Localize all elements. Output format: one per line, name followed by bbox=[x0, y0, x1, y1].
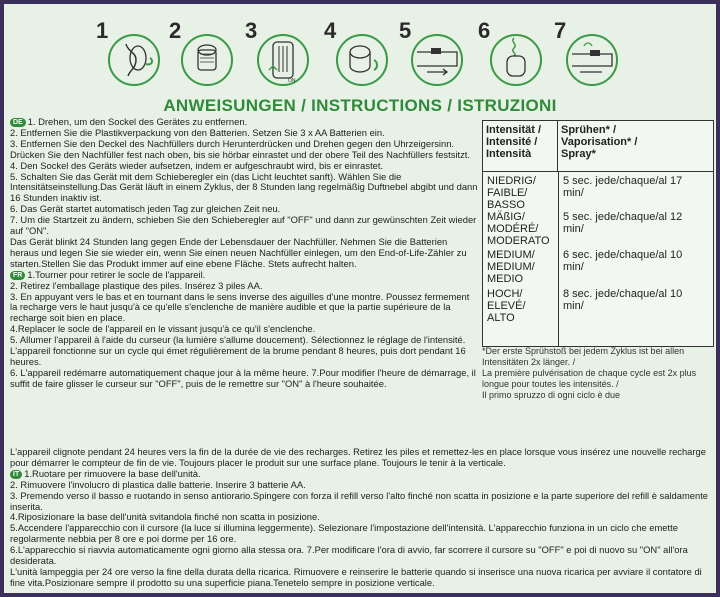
fr-step-4: 4.Replacer le socle de l'appareil en le vissant jusqu'à ce qu'il s'enclenche. bbox=[10, 323, 316, 335]
de-step-7: 7. Um die Startzeit zu ändern, schieben Sie den Schieberegler auf "OFF" und dann zur gewünschten Zeit wieder auf "ON". bbox=[10, 214, 477, 237]
insert-batteries-icon bbox=[255, 30, 311, 86]
step-number: 7 bbox=[554, 18, 567, 43]
it-step-2: 2. Rimuovere l'involucro di plastica dalle batterie. Inserire 3 batterie AA. bbox=[10, 478, 306, 490]
it-note: L'unità lampeggia per 24 ore verso la fine della durata della ricarica. Rimuovere e reinserire le batterie quando si inserisce una nuova ricarica per avviare il contatore di fine vita.Posizionare sempre il prodotto su una superficie piana.Tenetelo sempre in posizione verticale. bbox=[10, 565, 702, 588]
row-high-level: HOCH/ ELEVÉ/ ALTO bbox=[487, 288, 526, 324]
step-7 bbox=[554, 18, 624, 94]
row-high-spray: 8 sec. jede/chaque/al 10 min/ bbox=[563, 288, 683, 312]
step-3 bbox=[245, 18, 315, 94]
twist-base-icon bbox=[106, 30, 162, 86]
de-step-6: 6. Das Gerät startet automatisch jeden Tag zur gleichen Zeit neu. bbox=[10, 203, 281, 215]
step-illustrations bbox=[4, 18, 716, 94]
step-6 bbox=[478, 18, 548, 94]
it-step-5: 5.Accendere l'apparecchio con il cursore (la luce si illumina leggermente). Selezionare l'impostazione dell'intensità. L'apparecchio funziona in un ciclo che emette regolarmente nebbia per 8 ore e poi dorme per 16 ore. bbox=[10, 522, 678, 545]
de-step-4: 4. Den Sockel des Geräts wieder aufsetzen, indem er aufgeschraubt wird, bis er einrastet. bbox=[10, 159, 384, 171]
step-number: 6 bbox=[478, 18, 491, 43]
step-number: 5 bbox=[399, 18, 412, 43]
de-note: Das Gerät blinkt 24 Stunden lang gegen Ende der Lebensdauer der Nachfüller. Nehmen Sie die Batterien heraus und legen Sie sie wieder ein, wenn Sie einen neuen Nachfüller einlegen, um den End-of-Life-Zähler zu starten.Stellen Sie das Produkt immer auf eine ebene Fläche. Stets aufrecht halten. bbox=[10, 235, 467, 269]
it-step-4: 4.Riposizionare la base dell'unità svitandola finché non scatta in posizione. bbox=[10, 511, 320, 523]
slide-switch-icon bbox=[409, 30, 465, 86]
instructions-text-lower bbox=[10, 447, 710, 589]
fr-step-5: 5. Allumer l'appareil à l'aide du curseur (la lumière s'allume doucement). Sélectionnez le réglage de l'intensité. L'appareil fonctionne sur un cycle qui émet régulièrement de la brume pendant 8 heures, puis dort pendant 16 heures. bbox=[10, 334, 466, 367]
remove-refill-icon bbox=[179, 30, 235, 86]
step-number: 4 bbox=[324, 18, 337, 43]
it-step-3: 3. Premendo verso il basso e ruotando in senso antiorario.Spingere con forza il refill verso l'alto finché non scatta in posizione e la parte superiore del refill è saldamente inserita. bbox=[10, 489, 709, 512]
step-4 bbox=[324, 18, 394, 94]
it-step-6: 6.L'apparecchio si riavvia automaticamente ogni giorno alla stessa ora. 7.Per modificare l'ora di avvio, far scorrere il cursore su "OFF" e poi di nuovo su "ON" all'ora desiderata. bbox=[10, 544, 688, 567]
lang-badge-fr: FR bbox=[10, 271, 25, 280]
de-step-3: 3. Entfernen Sie den Deckel des Nachfüllers durch Herunterdrücken und Drehen gegen den Uhrzeigersinn. Drücken Sie den Nachfüller fest nach oben, bis sie hörbar einrastet und der obere Teil des Nachfüllers festsitzt. bbox=[10, 137, 470, 160]
de-step-1: 1. Drehen, um den Sockel des Gerätes zu entfernen. bbox=[27, 116, 248, 127]
instruction-sheet bbox=[4, 4, 716, 593]
de-step-2: 2. Entfernen Sie die Plastikverpackung von den Batterien. Setzen Sie 3 x AA Batterien ein. bbox=[10, 126, 385, 138]
step-number: 1 bbox=[96, 18, 109, 43]
row-moderate-level: MÄßIG/ MODÉRÉ/ MODERATO bbox=[487, 211, 550, 247]
row-medium-level: MEDIUM/ MEDIUM/ MEDIO bbox=[487, 249, 535, 285]
row-low-level: NIEDRIG/ FAIBLE/ BASSO bbox=[487, 175, 536, 211]
row-low-spray: 5 sec. jede/chaque/al 17 min/ bbox=[563, 175, 683, 199]
it-step-1: 1.Ruotare per rimuovere la base dell'unità. bbox=[24, 467, 201, 479]
step-2 bbox=[169, 18, 239, 94]
adjust-time-icon bbox=[564, 30, 620, 86]
lang-badge-it: IT bbox=[10, 470, 22, 479]
instructions-text bbox=[10, 117, 478, 390]
step-5 bbox=[399, 18, 469, 94]
instructions-heading: ANWEISUNGEN / INSTRUCTIONS / ISTRUZIONI bbox=[163, 96, 557, 115]
replace-base-icon bbox=[334, 30, 390, 86]
step-number: 2 bbox=[169, 18, 182, 43]
fr-step-3: 3. En appuyant vers le bas et en tournant dans le sens inverse des aiguilles d'une montre. Poussez fermement la recharge vers le haut jusqu'à ce qu'elle s'enclenche de manière audible et que la partie supérieure de la recharge soit bien en place. bbox=[10, 290, 470, 324]
fr-step-6: 6. L'appareil redémarre automatiquement chaque jour à la même heure. 7.Pour modifier l'heure de démarrage, il suffit de faire glisser le curseur sur "OFF", puis de le remettre sur "ON" à l'heure souhaitée. bbox=[10, 366, 476, 389]
spray-footnote: *Der erste Sprühstoß bei jedem Zyklus ist bei allen Intensitäten 2x länger. / La première pulvérisation de chaque cycle est 2x plus longue pour toutes les intensités. / Il primo spruzzo di ogni ciclo è due bbox=[482, 346, 697, 400]
timer-on-label: ON bbox=[288, 78, 296, 84]
row-medium-spray: 6 sec. jede/chaque/al 10 min/ bbox=[563, 249, 683, 273]
row-moderate-spray: 5 sec. jede/chaque/al 12 min/ bbox=[563, 211, 683, 235]
fr-step-1: 1.Tourner pour retirer le socle de l'appareil. bbox=[27, 268, 206, 280]
fr-note: L'appareil clignote pendant 24 heures vers la fin de la durée de vie des recharges. Retirez les piles et remettez-les en place lorsque vous insérez une nouvelle recharge pour démarrer le compteur de fin de vie. Toujours placer le produit sur une surface plane. Toujours le tenir à la verticale. bbox=[10, 446, 706, 468]
intensity-table bbox=[482, 120, 714, 347]
de-step-5: 5. Schalten Sie das Gerät mit dem Schieberegler ein (das Licht leuchtet sanft). Wählen Sie die Intensitätseinstellung.Das Gerät läuft in einem Zyklus, der 8 Stunden lang regelmäßig Duftnebel abgibt und dann 16 Stunden inaktiv ist. bbox=[10, 170, 478, 204]
fr-step-2: 2. Retirez l'emballage plastique des piles. Insérez 3 piles AA. bbox=[10, 279, 263, 291]
intensity-header: Intensität / Intensité / Intensità bbox=[483, 121, 558, 171]
step-1 bbox=[96, 18, 166, 94]
lang-badge-de: DE bbox=[10, 118, 26, 127]
mist-icon bbox=[488, 30, 544, 86]
step-number: 3 bbox=[245, 18, 258, 43]
spray-header: Sprühen* / Vaporisation* / Spray* bbox=[561, 124, 638, 160]
